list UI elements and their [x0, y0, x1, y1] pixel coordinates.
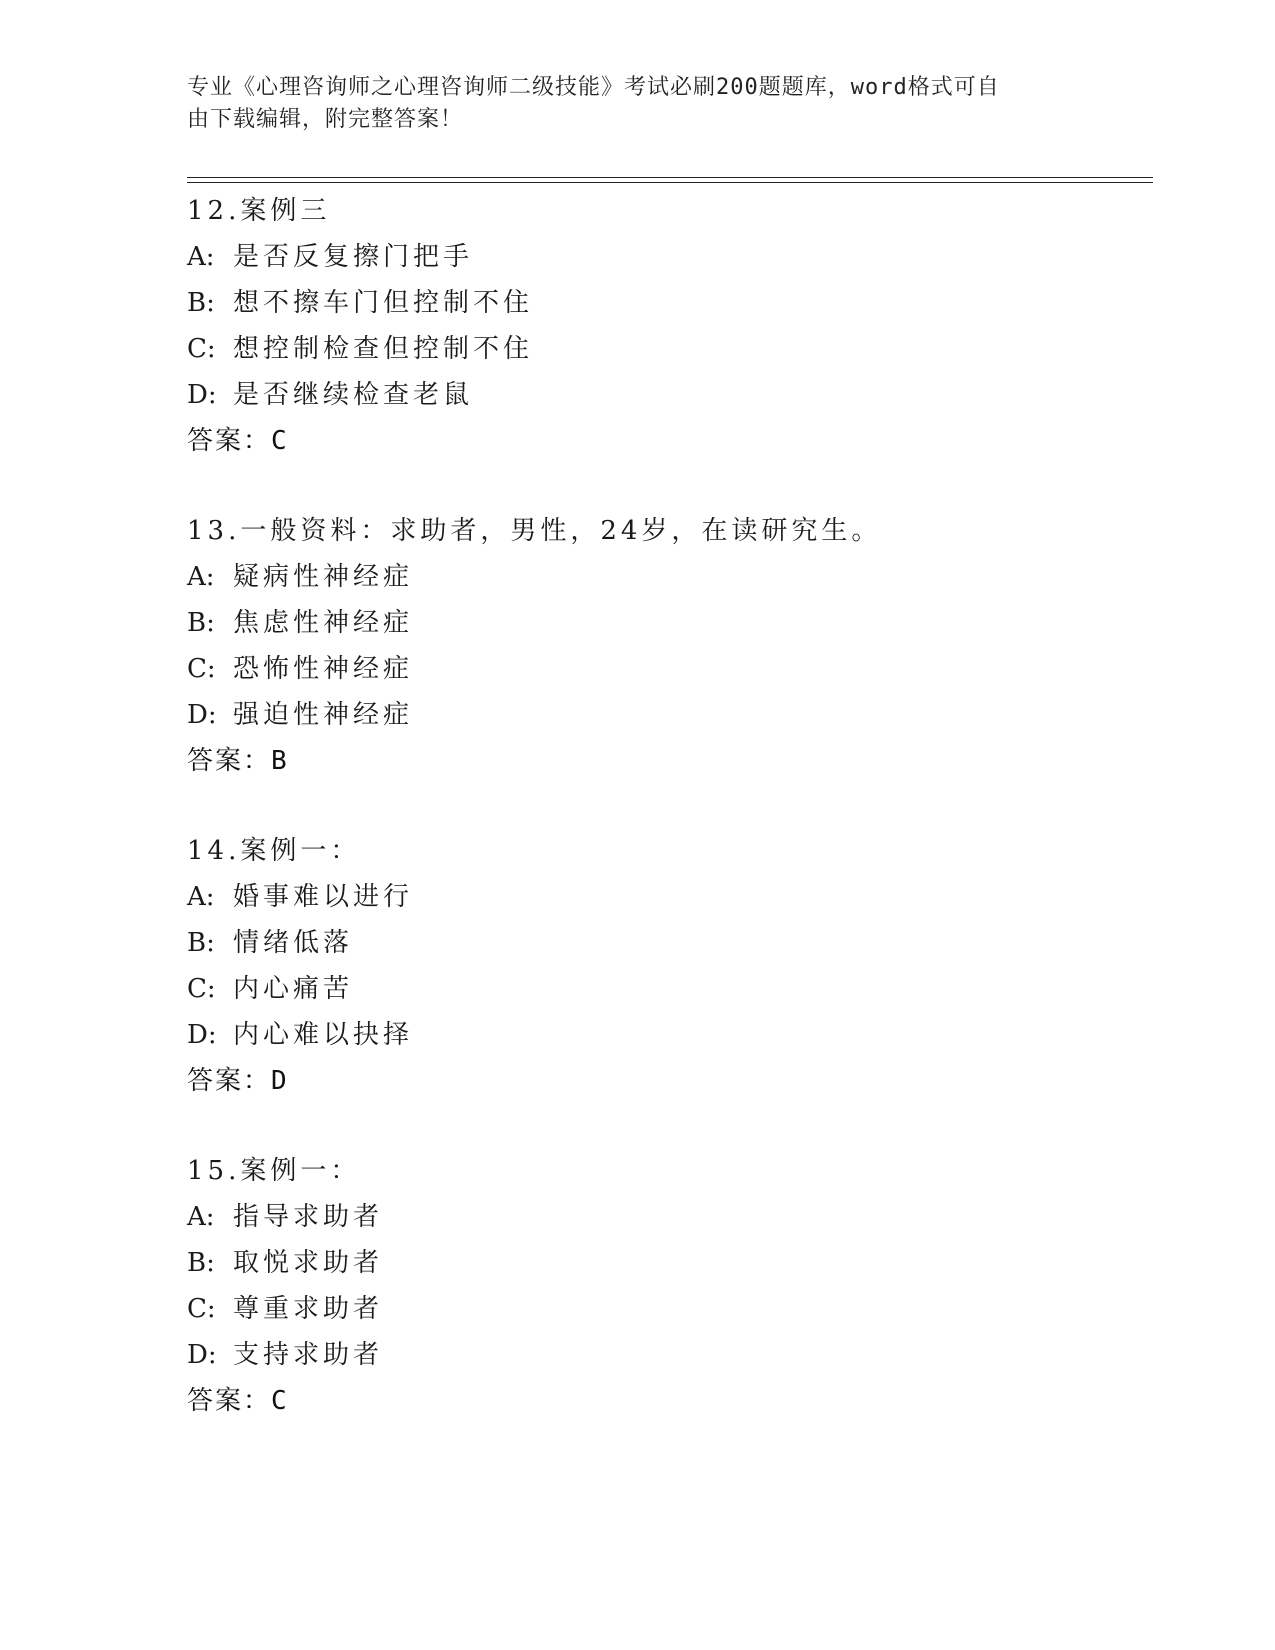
option-b	[187, 1240, 1153, 1286]
option-text: 情绪低落	[233, 928, 354, 958]
answer-value: C	[271, 1386, 287, 1416]
option-d	[187, 1332, 1153, 1378]
option-letter: C:	[187, 654, 216, 684]
question-list	[187, 188, 1153, 1424]
option-letter: C:	[187, 1294, 216, 1324]
question-stem: 15.案例一：	[187, 1156, 361, 1186]
option-letter: D:	[187, 700, 217, 730]
option-c	[187, 966, 1153, 1012]
option-letter: B:	[187, 288, 215, 318]
option-letter: A:	[187, 882, 215, 912]
option-text: 想不擦车门但控制不住	[233, 288, 534, 318]
option-text: 是否反复擦门把手	[233, 242, 474, 272]
option-letter: D:	[187, 1020, 217, 1050]
question-stem: 13.一般资料：求助者，男性，24岁，在读研究生。	[187, 516, 882, 546]
option-letter: D:	[187, 380, 217, 410]
option-letter: D:	[187, 1340, 217, 1370]
answer-value: B	[271, 746, 287, 776]
option-letter: C:	[187, 974, 216, 1004]
option-text: 内心难以抉择	[233, 1020, 414, 1050]
option-letter: A:	[187, 1202, 215, 1232]
option-letter: A:	[187, 562, 215, 592]
option-a	[187, 1194, 1153, 1240]
option-b	[187, 280, 1153, 326]
option-text: 是否继续检查老鼠	[233, 380, 474, 410]
option-text: 支持求助者	[233, 1340, 384, 1370]
header-divider-bottom	[187, 182, 1153, 183]
question-stem: 14.案例一：	[187, 836, 361, 866]
option-text: 婚事难以进行	[233, 882, 414, 912]
question-13	[187, 508, 1153, 784]
answer-line	[187, 738, 1153, 784]
header-divider-top	[187, 177, 1153, 178]
answer-line	[187, 1378, 1153, 1424]
option-c	[187, 646, 1153, 692]
answer-label: 答案：	[187, 746, 272, 776]
option-letter: B:	[187, 608, 215, 638]
option-a	[187, 234, 1153, 280]
answer-value: D	[271, 1066, 287, 1096]
option-text: 疑病性神经症	[233, 562, 414, 592]
document-header	[187, 72, 1067, 136]
option-text: 尊重求助者	[233, 1294, 384, 1324]
option-a	[187, 874, 1153, 920]
option-d	[187, 692, 1153, 738]
option-a	[187, 554, 1153, 600]
answer-line	[187, 1058, 1153, 1104]
answer-label: 答案：	[187, 1066, 272, 1096]
question-12	[187, 188, 1153, 464]
header-line-1: 专业《心理咨询师之心理咨询师二级技能》考试必刷200题题库，word格式可自	[187, 75, 1000, 100]
option-c	[187, 1286, 1153, 1332]
option-text: 焦虑性神经症	[233, 608, 414, 638]
answer-label: 答案：	[187, 426, 272, 456]
spacer	[187, 784, 1153, 828]
option-text: 内心痛苦	[233, 974, 354, 1004]
answer-value: C	[271, 426, 287, 456]
option-letter: B:	[187, 928, 215, 958]
option-letter: A:	[187, 242, 215, 272]
option-text: 恐怖性神经症	[233, 654, 414, 684]
option-letter: B:	[187, 1248, 215, 1278]
spacer	[187, 1104, 1153, 1148]
question-stem: 12.案例三	[187, 196, 331, 226]
answer-line	[187, 418, 1153, 464]
header-line-2: 由下载编辑，附完整答案！	[187, 107, 464, 132]
option-d	[187, 372, 1153, 418]
option-text: 想控制检查但控制不住	[233, 334, 534, 364]
option-letter: C:	[187, 334, 216, 364]
question-14	[187, 828, 1153, 1104]
option-b	[187, 600, 1153, 646]
option-text: 强迫性神经症	[233, 700, 414, 730]
option-text: 指导求助者	[233, 1202, 384, 1232]
spacer	[187, 464, 1153, 508]
answer-label: 答案：	[187, 1386, 272, 1416]
option-d	[187, 1012, 1153, 1058]
option-b	[187, 920, 1153, 966]
option-text: 取悦求助者	[233, 1248, 384, 1278]
option-c	[187, 326, 1153, 372]
question-15	[187, 1148, 1153, 1424]
